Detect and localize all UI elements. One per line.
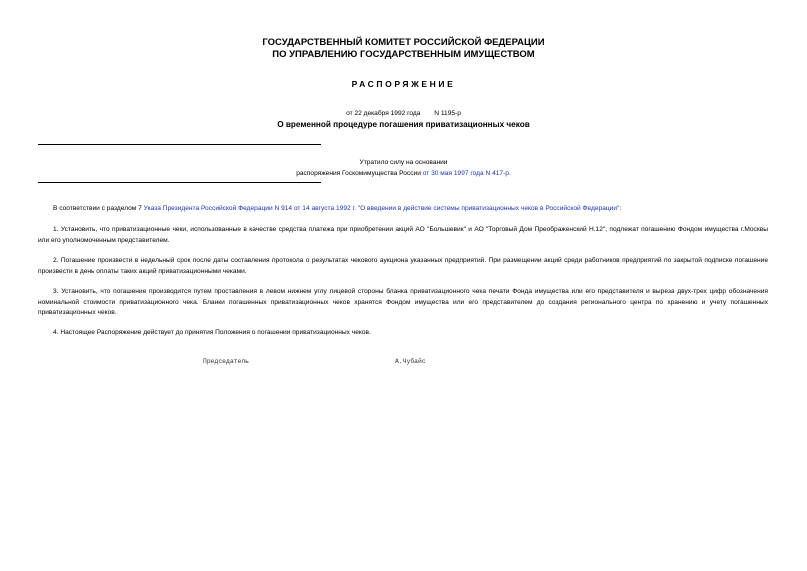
item-2-text: 2. Погашение произвести в недельный срок после даты составления протокола о результатах чекового аукциона указанных предприятий. При размещении акций среди работников предприятий по закрытой подписке погашение произвести в день оплаты таких акций приватизационными чеками. (38, 257, 768, 275)
divider-bottom (38, 182, 321, 183)
date-number-line (0, 110, 807, 117)
item-4-text: 4. Настоящее Распоряжение действует до принятия Положения о погашении приватизационных чеков. (53, 329, 371, 336)
item-4-paragraph (38, 328, 768, 339)
document-date: от 22 декабря 1992 года (346, 110, 421, 117)
signature-position: Председатель (203, 358, 250, 365)
document-type: РАСПОРЯЖЕНИЕ (351, 79, 456, 89)
status-note (0, 157, 807, 179)
status-end: . (508, 170, 511, 177)
issuer-header (0, 37, 807, 61)
preamble-paragraph (38, 204, 768, 215)
decree-link[interactable]: Указа Президента Российской Федерации N 914 от 14 августа 1992 г. "О введении в действие системы приватизационных чеков в Российской Федерации" (143, 205, 620, 212)
preamble-text: В соответствии с разделом 7 (53, 205, 144, 212)
issuer-line-1: ГОСУДАРСТВЕННЫЙ КОМИТЕТ РОССИЙСКОЙ ФЕДЕРАЦИИ (262, 37, 545, 48)
document-number: N 1195-р (434, 110, 461, 117)
status-line-1: Утратило силу на основании (359, 159, 448, 166)
signature-name: А.Чубайс (395, 358, 426, 365)
divider-top (38, 144, 321, 145)
item-1-paragraph (38, 225, 768, 246)
status-text: распоряжения Госкомимущества России (296, 170, 423, 177)
issuer-line-2: ПО УПРАВЛЕНИЮ ГОСУДАРСТВЕННЫМ ИМУЩЕСТВОМ (272, 49, 535, 60)
preamble-end: : (619, 205, 622, 212)
repeal-order-link[interactable]: от 30 мая 1997 года N 417-р (422, 170, 509, 177)
status-line-2 (0, 168, 807, 179)
item-2-paragraph (38, 256, 768, 277)
item-3-paragraph (38, 287, 768, 319)
document-subject: О временной процедуре погашения приватизационных чеков (277, 120, 530, 129)
item-3-text: 3. Установить, что погашение производится путем проставления в левом нижнем углу лицевой стороны бланка приватизационного чека печати Фонда имущества или его представителя и выреза двух-трех цифр обозначения номинальной стоимости приватизационного чека. Бланки погашенных приватизационных чеков хранятся Фондом имущества или его представителем до создания регионального центра по хранению и учету погашенных приватизационных чеков. (38, 288, 768, 316)
item-1-text: 1. Установить, что приватизационные чеки, использованные в качестве средства платежа при приобретении акций АО "Большевик" и АО "Торговый Дом Преображенский Н.12", подлежат погашению Фондом имущества г.Москвы или его уполномоченным представителем. (38, 226, 768, 244)
